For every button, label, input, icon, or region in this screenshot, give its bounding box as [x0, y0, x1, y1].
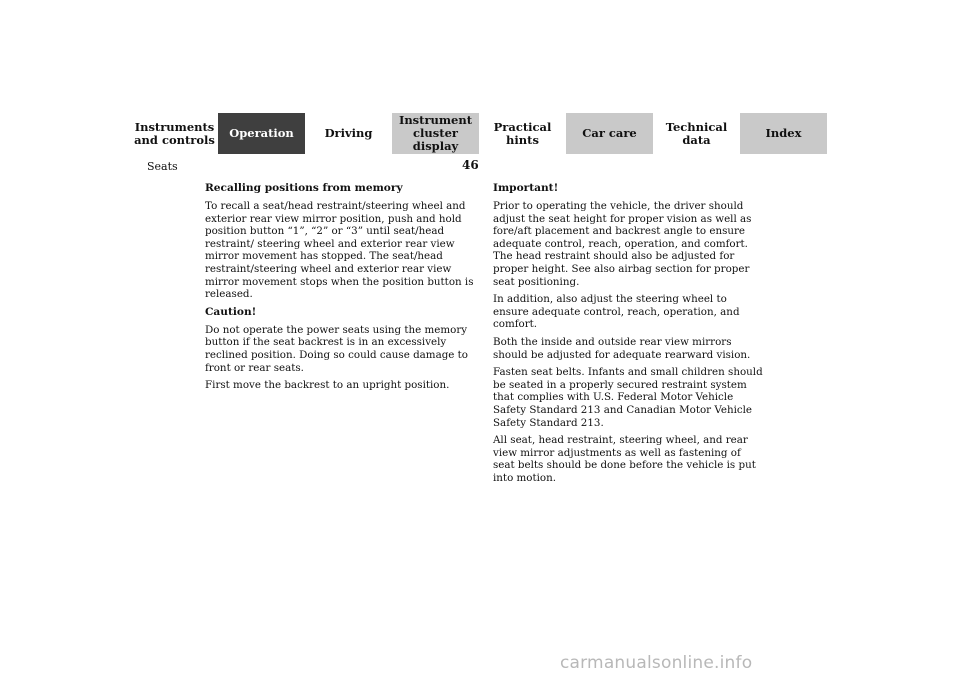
paragraph-seat-adjustment: Prior to operating the vehicle, the driver should adjust the seat height for proper vision as well as fore/aft placement and backrest angle to ensure adequate control, reach, operation, and comfort. The head restraint should also be adjusted for proper height. See also airbag section for proper seat positioning. — [493, 200, 752, 288]
heading-important: Important! — [493, 182, 559, 194]
tab-label: Instruments and controls — [134, 119, 215, 147]
heading-caution: Caution! — [205, 305, 257, 318]
tab-index[interactable] — [740, 113, 827, 154]
tab-label: Operation — [229, 126, 294, 140]
tab-practical-hints[interactable] — [479, 113, 566, 154]
tab-technical-data[interactable] — [653, 113, 740, 154]
page-number: 46 — [462, 158, 479, 172]
tab-instrument-cluster-display[interactable] — [392, 113, 479, 154]
tab-car-care[interactable] — [566, 113, 653, 154]
paragraph-before-motion: All seat, head restraint, steering wheel, and rear view mirror adjustments as well as fastening of seat belts should be done before the vehicle is put into motion. — [493, 434, 756, 484]
heading-recalling-positions: Recalling positions from memory — [205, 182, 403, 194]
paragraph-seat-belts: Fasten seat belts. Infants and small children should be seated in a properly secured restraint system that complies with U.S. Federal Motor Vehicle Safety Standard 213 and Canadian Motor Vehicle Safety Standard 213. — [493, 366, 763, 429]
left-column — [205, 182, 475, 397]
tab-label: Practical hints — [493, 119, 552, 147]
section-title: Seats — [147, 160, 178, 173]
right-column — [493, 182, 763, 489]
tab-label: Technical data — [665, 119, 728, 147]
tab-label: Driving — [324, 126, 373, 140]
tab-driving[interactable] — [305, 113, 392, 154]
tab-operation[interactable] — [218, 113, 305, 154]
paragraph-mirrors: Both the inside and outside rear view mirrors should be adjusted for adequate rearward vision. — [493, 335, 751, 361]
tab-instruments-and-controls[interactable] — [131, 113, 218, 154]
paragraph-steering-wheel: In addition, also adjust the steering wheel to ensure adequate control, reach, operation, and comfort. — [493, 293, 740, 331]
paragraph-backrest-upright: First move the backrest to an upright position. — [205, 379, 450, 392]
tab-label: Car care — [582, 126, 637, 140]
tab-label: Instrument cluster display — [398, 113, 473, 153]
chapter-tabs — [131, 113, 827, 154]
watermark: carmanualsonline.info — [560, 653, 753, 673]
paragraph-recall-instructions: To recall a seat/head restraint/steering wheel and exterior rear view mirror position, push and hold position button “1”, “2” or “3” until seat/head restraint/ steering wheel and exterior rear view mirror movement has stopped. The seat/head restraint/steering wheel and exterior rear view mirror movement stops when the position button is released. — [205, 200, 474, 301]
paragraph-caution: Do not operate the power seats using the memory button if the seat backrest is in an excessively reclined position. Doing so could cause damage to front or rear seats. — [205, 323, 469, 374]
tab-label: Index — [765, 126, 802, 140]
